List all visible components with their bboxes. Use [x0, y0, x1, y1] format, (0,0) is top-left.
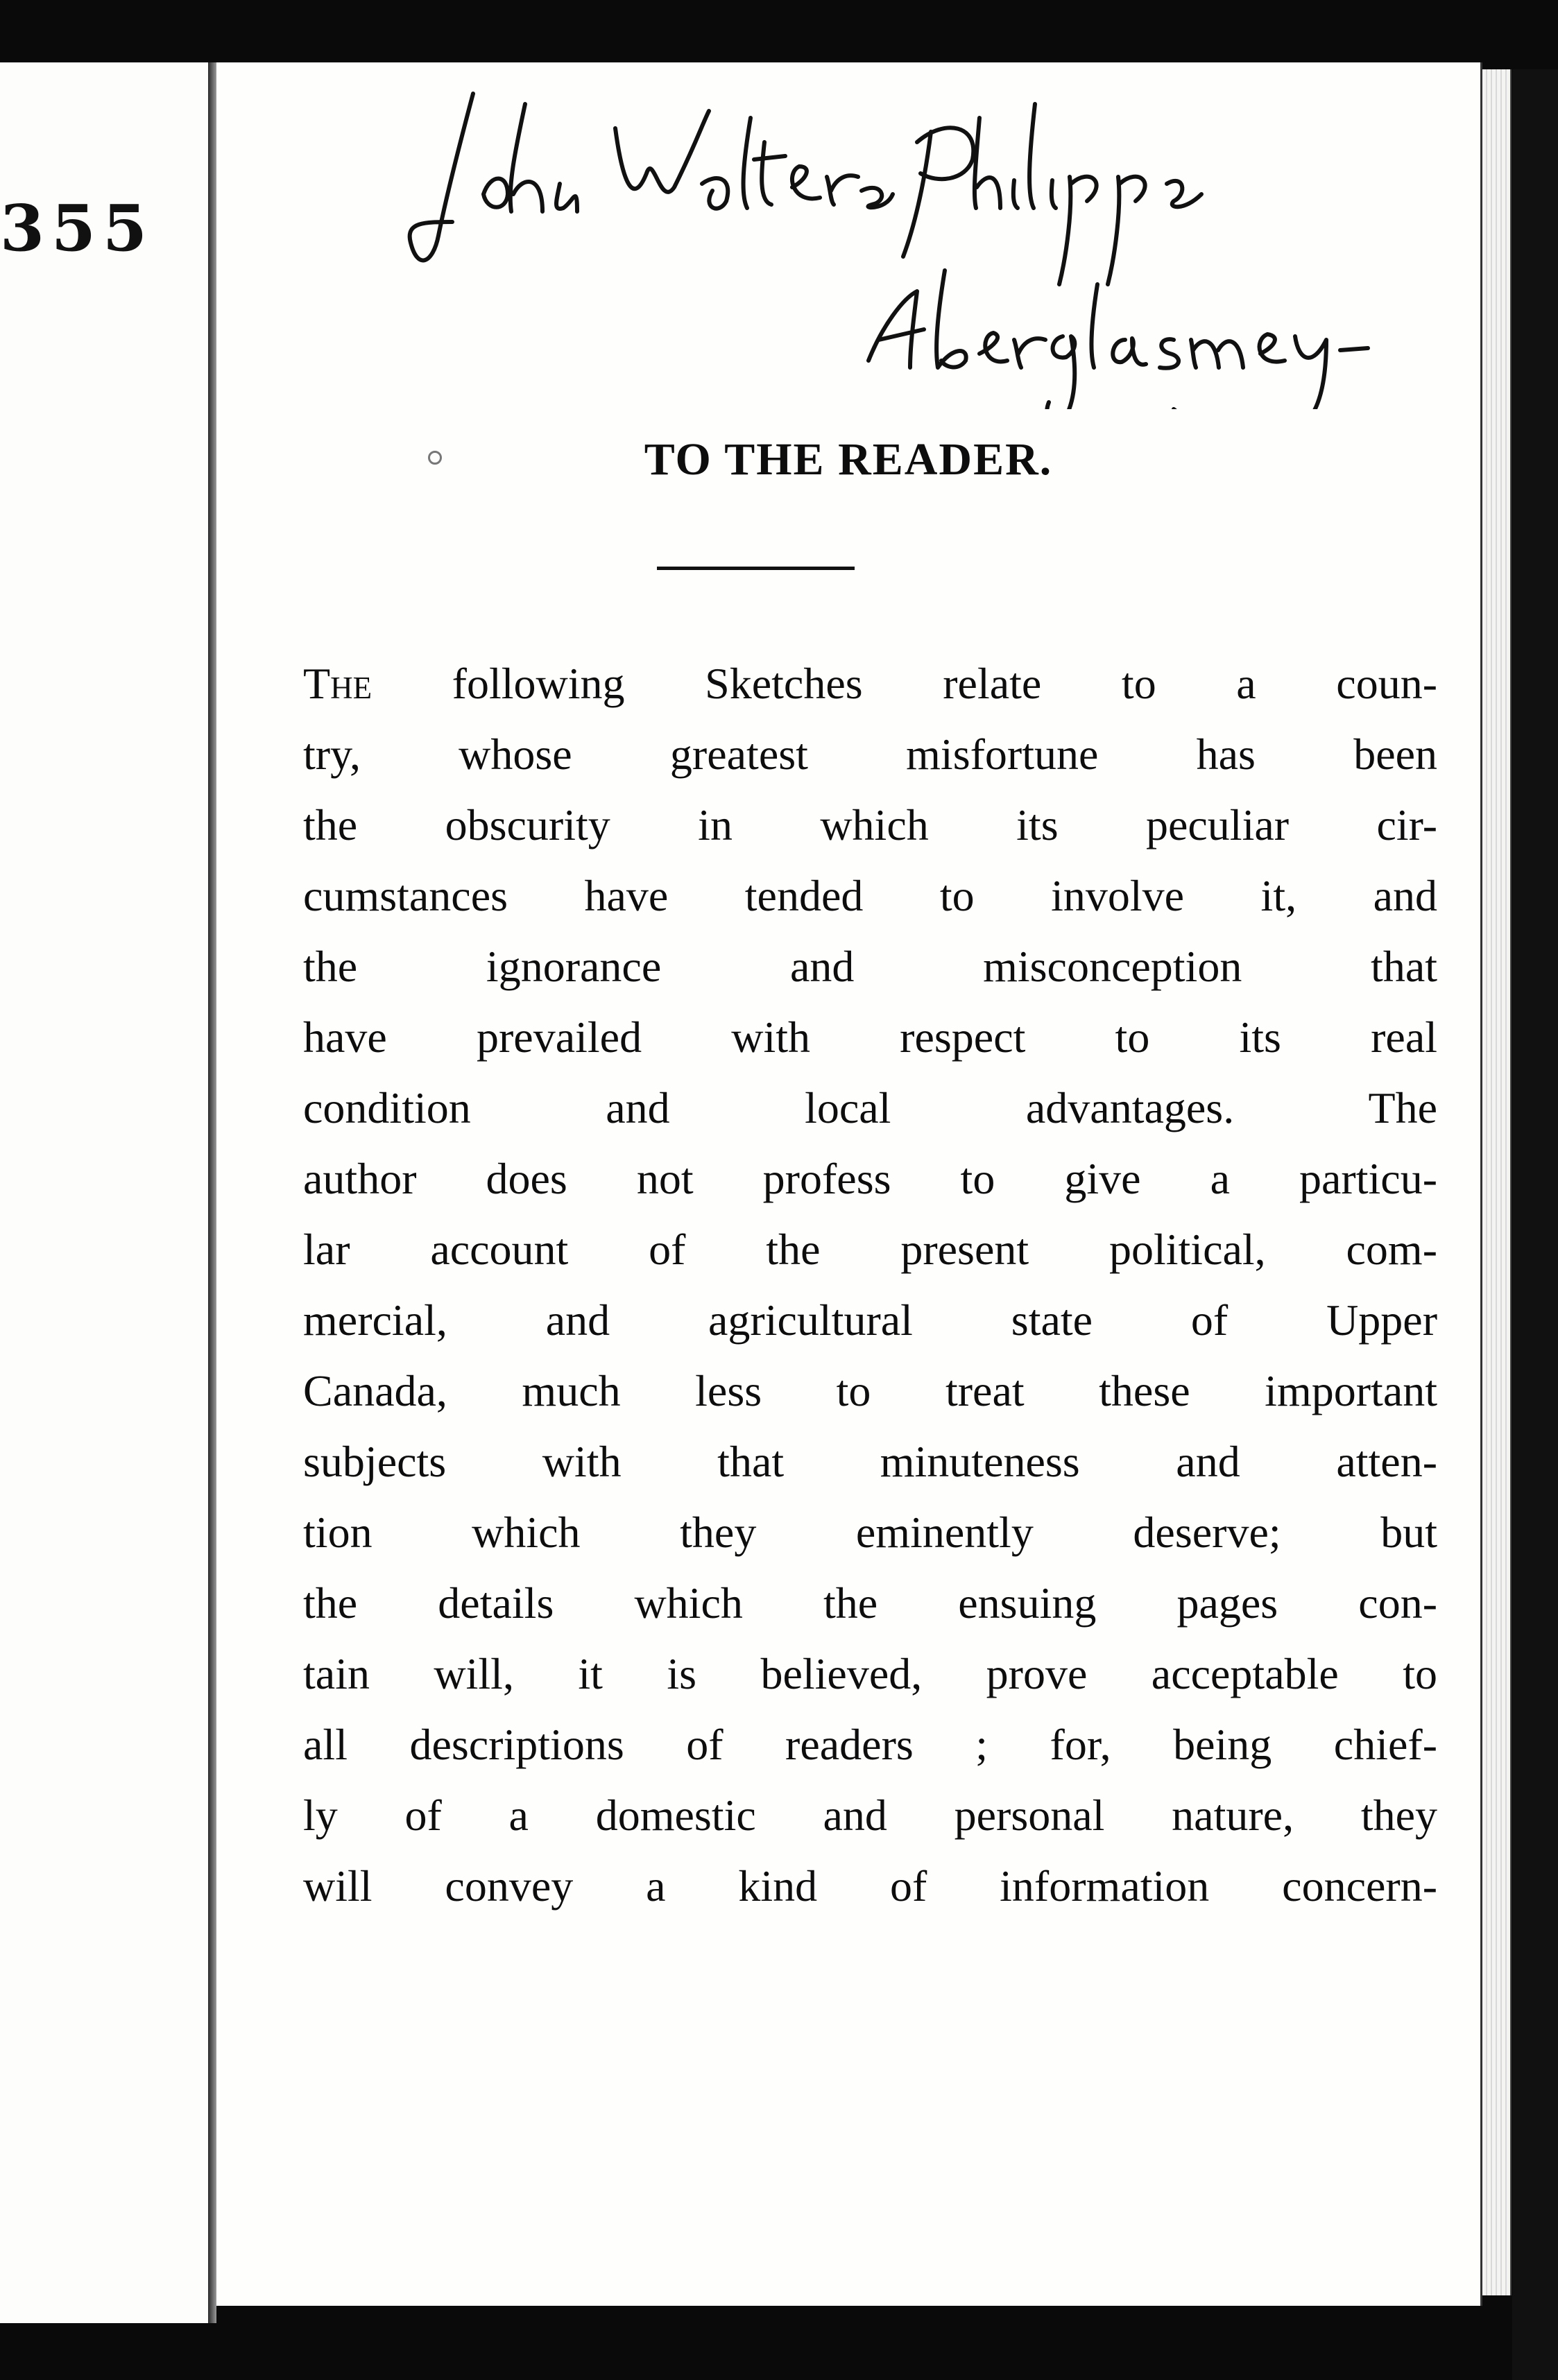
text-line-content: following Sketches relate to a coun-	[372, 659, 1437, 708]
text-line: the obscurity in which its peculiar cir-	[303, 800, 1437, 850]
body-paragraph	[303, 648, 1437, 1922]
handwritten-signature	[216, 62, 1480, 409]
text-line	[303, 648, 1437, 719]
text-line: lar account of the present political, com-	[303, 1225, 1437, 1274]
paper-speck	[428, 451, 442, 465]
text-line: cumstances have tended to involve it, and	[303, 871, 1437, 920]
text-line: have prevailed with respect to its real	[303, 1012, 1437, 1062]
text-line: mercial, and agricultural state of Upper	[303, 1295, 1437, 1345]
text-line: the details which the ensuing pages con-	[303, 1578, 1437, 1628]
text-line: will convey a kind of information concern-	[303, 1861, 1437, 1911]
facing-page	[0, 62, 211, 2323]
page-edges	[1482, 69, 1512, 2295]
text-line: subjects with that minuteness and atten-	[303, 1437, 1437, 1486]
text-line: condition and local advantages. The	[303, 1083, 1437, 1132]
text-line: the ignorance and misconception that	[303, 942, 1437, 991]
shelfmark-number: 355	[0, 191, 155, 266]
text-line: Canada, much less to treat these important	[303, 1366, 1437, 1415]
first-word: The	[303, 659, 373, 708]
page-title: TO THE READER.	[644, 434, 1053, 485]
title-rule	[657, 567, 855, 570]
text-line: author does not profess to give a particu-	[303, 1154, 1437, 1203]
text-line: all descriptions of readers ; for, being chief-	[303, 1720, 1437, 1769]
text-line: tain will, it is believed, prove acceptable to	[303, 1649, 1437, 1698]
scan-border	[1512, 69, 1558, 2380]
book-page	[216, 62, 1482, 2306]
text-line: ly of a domestic and personal nature, they	[303, 1791, 1437, 1840]
text-line: tion which they eminently deserve; but	[303, 1508, 1437, 1557]
text-line: try, whose greatest misfortune has been	[303, 730, 1437, 779]
book-gutter	[208, 62, 216, 2323]
